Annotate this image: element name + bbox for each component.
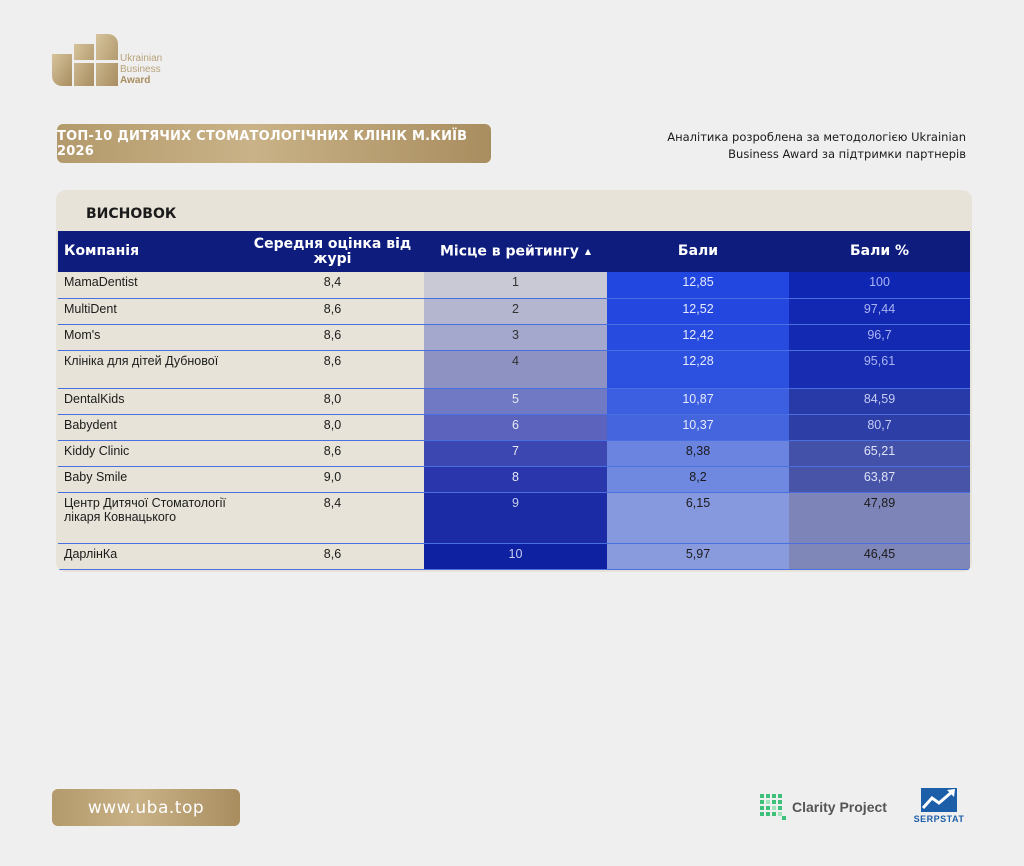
cell-jury-score: 8,6 (241, 350, 424, 388)
cell-jury-score: 9,0 (241, 466, 424, 492)
cell-place: 7 (424, 440, 607, 466)
column-header-points[interactable]: Бали (607, 231, 789, 272)
uba-logo-icon (52, 34, 118, 86)
cell-percent: 95,61 (789, 350, 970, 388)
cell-company: Центр Дитячої Стоматології лікаря Ковнацького (58, 492, 241, 543)
cell-jury-score: 8,6 (241, 324, 424, 350)
cell-place: 9 (424, 492, 607, 543)
table-row (58, 466, 970, 492)
cell-company: MamaDentist (58, 272, 241, 298)
cell-company: MultiDent (58, 298, 241, 324)
page-title: ТОП-10 ДИТЯЧИХ СТОМАТОЛОГІЧНИХ КЛІНІК М.КИЇВ 2026 (57, 124, 491, 163)
cell-percent: 46,45 (789, 543, 970, 569)
section-title: ВИСНОВОК (86, 206, 177, 222)
brand-line-1: Ukrainian (120, 53, 163, 64)
cell-points: 12,85 (607, 272, 789, 298)
table-row (58, 324, 970, 350)
website-link[interactable]: www.uba.top (52, 789, 240, 826)
ranking-table (58, 231, 970, 570)
cell-points: 8,2 (607, 466, 789, 492)
clarity-project-logo-icon (760, 794, 786, 820)
brand-line-3: Award (120, 75, 151, 86)
cell-jury-score: 8,0 (241, 388, 424, 414)
cell-percent: 63,87 (789, 466, 970, 492)
table-header-row (58, 231, 970, 272)
table-row (58, 492, 970, 543)
cell-points: 12,52 (607, 298, 789, 324)
cell-points: 8,38 (607, 440, 789, 466)
table-row (58, 388, 970, 414)
table-row (58, 440, 970, 466)
cell-percent: 96,7 (789, 324, 970, 350)
table-row (58, 543, 970, 569)
cell-jury-score: 8,4 (241, 492, 424, 543)
cell-points: 5,97 (607, 543, 789, 569)
cell-company: Baby Smile (58, 466, 241, 492)
column-header-percent[interactable]: Бали % (789, 231, 970, 272)
table-row (58, 298, 970, 324)
cell-place: 1 (424, 272, 607, 298)
cell-place: 3 (424, 324, 607, 350)
sort-up-icon[interactable]: ▲ (584, 246, 592, 256)
cell-percent: 65,21 (789, 440, 970, 466)
cell-place: 10 (424, 543, 607, 569)
cell-percent: 100 (789, 272, 970, 298)
cell-company: Babydent (58, 414, 241, 440)
uba-logo (52, 34, 182, 90)
methodology-note (626, 129, 966, 163)
cell-company: Kiddy Clinic (58, 440, 241, 466)
table-row (58, 272, 970, 298)
cell-percent: 84,59 (789, 388, 970, 414)
conclusion-card (56, 190, 972, 572)
table-row (58, 414, 970, 440)
cell-jury-score: 8,6 (241, 543, 424, 569)
cell-percent: 97,44 (789, 298, 970, 324)
cell-percent: 47,89 (789, 492, 970, 543)
table-row (58, 350, 970, 388)
cell-company: DentalKids (58, 388, 241, 414)
cell-points: 10,87 (607, 388, 789, 414)
cell-points: 10,37 (607, 414, 789, 440)
cell-points: 12,28 (607, 350, 789, 388)
serpstat-logo (910, 786, 968, 830)
cell-points: 6,15 (607, 492, 789, 543)
cell-jury-score: 8,6 (241, 298, 424, 324)
brand-line-2: Business (120, 64, 161, 75)
serpstat-logo-icon (919, 786, 959, 814)
cell-company: Клініка для дітей Дубнової (58, 350, 241, 388)
cell-jury-score: 8,6 (241, 440, 424, 466)
cell-place: 5 (424, 388, 607, 414)
column-header-place-label: Місце в рейтингу (439, 243, 579, 260)
cell-jury-score: 8,4 (241, 272, 424, 298)
clarity-project-name: Clarity Project (792, 799, 887, 815)
serpstat-name: SERPSTAT (913, 814, 965, 824)
column-header-score[interactable]: Середня оцінка від журі (241, 231, 424, 272)
column-header-company[interactable]: Компанія (58, 231, 241, 272)
cell-points: 12,42 (607, 324, 789, 350)
methodology-note-line-1: Аналітика розроблена за методологією Ukrainian (667, 130, 966, 144)
cell-place: 8 (424, 466, 607, 492)
methodology-note-line-2: Business Award за підтримки партнерів (728, 147, 966, 161)
cell-company: ДарлінКа (58, 543, 241, 569)
cell-company: Mom's (58, 324, 241, 350)
cell-place: 2 (424, 298, 607, 324)
cell-place: 4 (424, 350, 607, 388)
cell-jury-score: 8,0 (241, 414, 424, 440)
column-header-place[interactable] (424, 231, 607, 272)
clarity-project-logo (760, 794, 887, 820)
cell-percent: 80,7 (789, 414, 970, 440)
cell-place: 6 (424, 414, 607, 440)
